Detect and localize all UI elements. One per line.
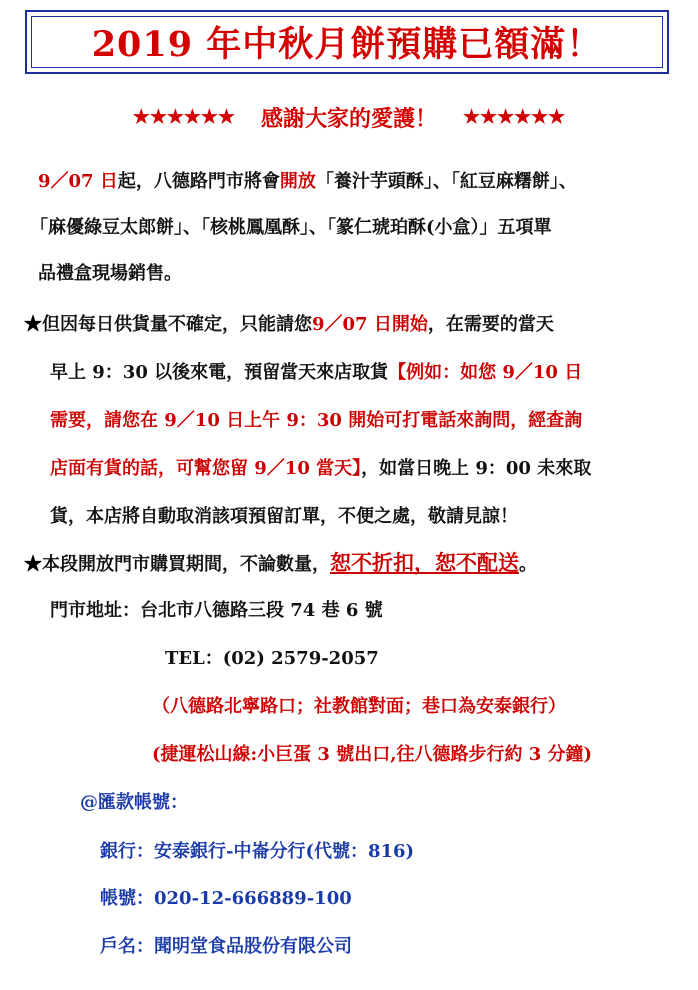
remit-title: @匯款帳號： <box>80 792 188 813</box>
para2-line5: 貨，本店將自動取消該項預留訂單，不便之處，敬請見諒！ <box>50 506 518 527</box>
para1-line2: 「麻優綠豆太郎餅」、「核桃鳳凰酥」、「篆仁琥珀酥(小盒）」五項單 <box>30 217 552 238</box>
remit-bank: 銀行：安泰銀行-中崙分行(代號：816) <box>100 841 415 862</box>
star-bullet-icon: ★ <box>24 554 42 575</box>
para2-start-date: 9／07 日開始 <box>312 314 428 335</box>
store-tel: TEL：(02) 2579-2057 <box>165 648 379 669</box>
para2-line1 <box>24 313 554 337</box>
para2-line2-text: 早上 9：30 以後來電，預留當天來店取貨 <box>50 362 389 383</box>
star-decoration-right: ★★★★★★ <box>463 106 566 128</box>
open-word: 開放 <box>279 171 316 192</box>
para2-text-a: 但因每日供貨量不確定，只能請您 <box>42 314 312 335</box>
para1-line3: 品禮盒現場銷售。 <box>38 263 182 284</box>
title-frame <box>25 10 669 74</box>
thanks-banner <box>0 100 698 134</box>
para1-text-a: 起，八德路門市將會 <box>117 171 280 192</box>
open-date: 9／07 日 <box>38 171 118 192</box>
para2-line4 <box>50 457 591 481</box>
para3-text: 本段開放門市購買期間，不論數量， <box>42 554 330 575</box>
para2-text-b: ，在需要的當天 <box>427 314 554 335</box>
para1-text-b: 「養汁芋頭酥」、「紅豆麻糬餅」、 <box>315 171 577 192</box>
para2-line3: 需要，請您在 9／10 日上午 9：30 開始可打電話來詢問，經查詢 <box>50 410 583 431</box>
star-decoration-left: ★★★★★★ <box>132 106 235 128</box>
para1-line1 <box>38 170 577 194</box>
thanks-message: 感謝大家的愛護！ <box>260 105 437 132</box>
page-title: 2019 年中秋月餅預購已額滿！ <box>91 24 603 65</box>
star-bullet-icon: ★ <box>24 314 42 335</box>
store-landmark: （八德路北寧路口；社教館對面；巷口為安泰銀行） <box>152 696 566 717</box>
no-discount-notice: 恕不折扣，恕不配送 <box>330 550 519 575</box>
para2-example-start: 【例如：如您 9／10 日 <box>388 362 583 383</box>
store-mrt: (捷運松山線:小巨蛋 3 號出口,往八德路步行約 3 分鐘) <box>152 744 593 765</box>
remit-account: 帳號：020-12-666889-100 <box>100 888 352 909</box>
para3-end: 。 <box>519 554 537 575</box>
para2-example-end: 店面有貨的話，可幫您留 9／10 當天】 <box>50 458 362 479</box>
para3-line <box>24 551 537 577</box>
para2-line2 <box>50 361 582 385</box>
store-address: 門市地址：台北市八德路三段 74 巷 6 號 <box>50 600 383 621</box>
para2-line4-text: ，如當日晚上 9：00 未來取 <box>361 458 592 479</box>
remit-holder: 戶名：聞明堂食品股份有限公司 <box>100 936 352 957</box>
